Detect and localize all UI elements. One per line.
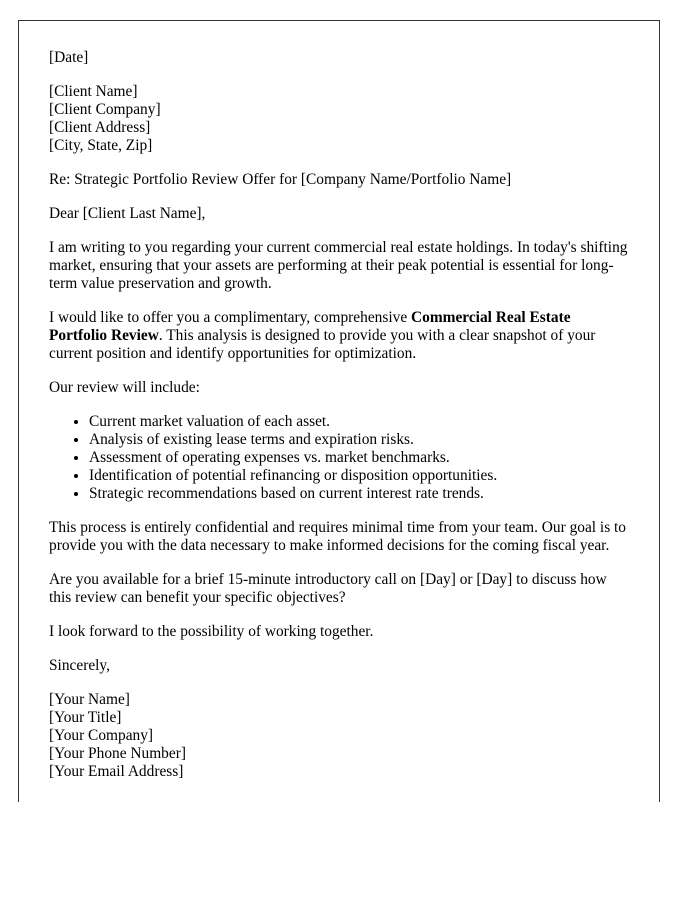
closing-line: I look forward to the possibility of working together. [49, 623, 374, 640]
call-request-paragraph: Are you available for a brief 15-minute introductory call on [Day] or [Day] to discuss how this review can benefit your specific objectives? [49, 571, 607, 606]
offer-text-before: I would like to offer you a complimentary, comprehensive [49, 309, 412, 326]
recipient-name: [Client Name] [49, 83, 138, 100]
list-item: • Identification of potential refinancing or disposition opportunities. [89, 467, 629, 485]
sender-signature-block [49, 691, 629, 781]
list-item: • Strategic recommendations based on current interest rate trends. [89, 485, 629, 503]
offer-text-after: . This analysis is designed to provide you with a clear snapshot of your current position and identify opportunities for optimization. [49, 327, 596, 362]
intro-paragraph: I am writing to you regarding your current commercial real estate holdings. In today's shifting market, ensuring that your assets are performing at their peak potential is essential for long-term value preservation and growth. [49, 239, 628, 292]
offer-text-bold: Commercial Real Estate Portfolio Review [49, 309, 571, 344]
sender-title: [Your Title] [49, 709, 122, 726]
recipient-address: [Client Address] [49, 119, 151, 136]
offer-paragraph [49, 309, 629, 363]
confidential-paragraph: This process is entirely confidential and requires minimal time from your team. Our goal is to provide you with the data necessary to make informed decisions for the coming fiscal year. [49, 519, 627, 554]
subject-line: Re: Strategic Portfolio Review Offer for [Company Name/Portfolio Name] [49, 171, 512, 188]
recipient-city-state-zip: [City, State, Zip] [49, 137, 153, 154]
recipient-address-block [49, 83, 629, 155]
sender-email: [Your Email Address] [49, 763, 184, 780]
letter-page [18, 20, 660, 802]
list-item: • Analysis of existing lease terms and expiration risks. [89, 431, 629, 449]
salutation: Dear [Client Last Name], [49, 205, 206, 222]
sender-name: [Your Name] [49, 691, 130, 708]
review-intro-paragraph: Our review will include: [49, 379, 200, 396]
sender-company: [Your Company] [49, 727, 154, 744]
recipient-company: [Client Company] [49, 101, 161, 118]
list-item: • Current market valuation of each asset. [89, 413, 629, 431]
sender-phone: [Your Phone Number] [49, 745, 186, 762]
date-text: [Date] [49, 49, 89, 66]
valediction: Sincerely, [49, 657, 110, 674]
list-item: • Assessment of operating expenses vs. market benchmarks. [89, 449, 629, 467]
review-items-list [49, 413, 629, 503]
letter-date [49, 49, 629, 67]
